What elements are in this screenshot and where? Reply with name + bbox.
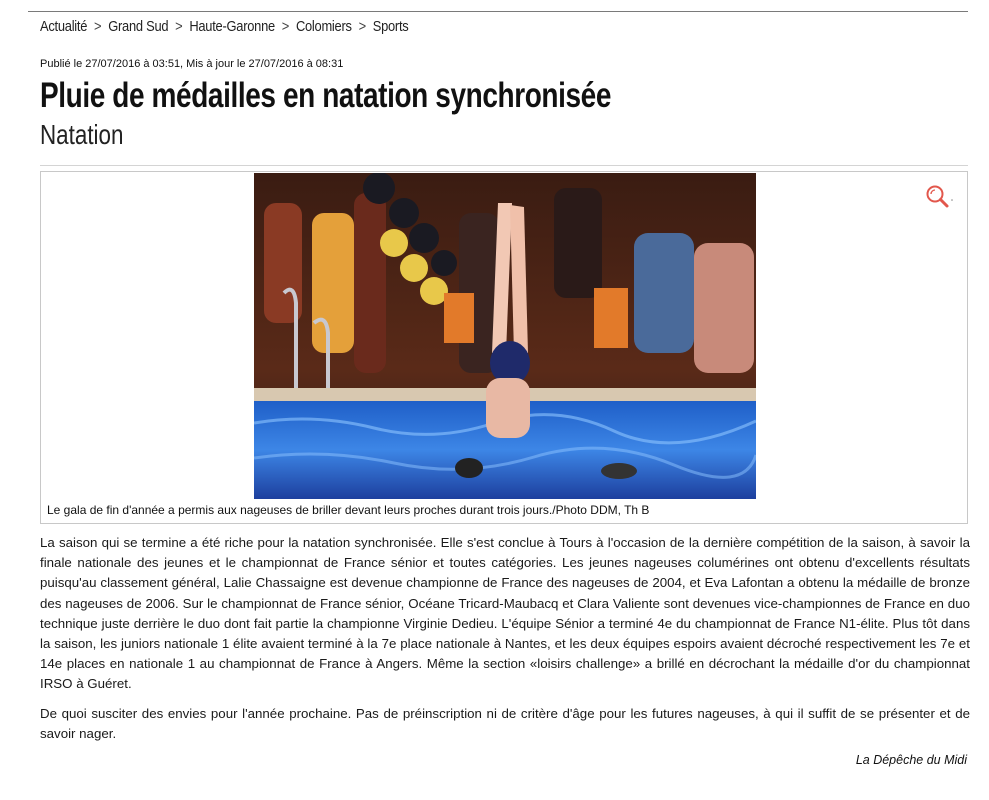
zoom-button[interactable] (925, 184, 955, 212)
article-title: Pluie de médailles en natation synchronisée (40, 76, 611, 115)
top-divider (28, 11, 968, 12)
article-paragraph: La saison qui se termine a été riche pour la natation synchronisée. Elle s'est conclue à Tours à l'occasion de la dernière compétition de la saison, à savoir la finale nationale des jeunes et le championnat de France sénior et toutes catégories. Les jeunes nageuses columérines ont obtenu d'excellents résultats puisqu'au classement général, Lalie Chassaigne est devenue championne de France des nageuses de 2004, et Eva Lafontan a obtenu la médaille de bronze des nageuses de 2006. Sur le championnat de France sénior, Océane Tricard-Maubacq et Clara Valiente sont devenues vice-championnes de France en duo technique juste derrière le duo dont fait partie la championne Virginie Dedieu. L'équipe Sénior a terminé 4e du championnat de France N1-élite. Plus tôt dans la saison, les juniors nationale 1 élite avaient terminé à la 7e place nationale à Nantes, et les deux équipes espoirs avaient décroché respectivement les 7e et 14e places en nationale 1 au championnat de France à Angers. Même la section «loisirs challenge» a brillé en décrochant la médaille d'or du championnat IRSO à Guéret. (40, 535, 970, 692)
breadcrumb-separator: > (94, 18, 102, 35)
photo-illustration (254, 173, 756, 499)
header-divider (40, 165, 968, 166)
zoom-magnifier-icon (925, 184, 955, 212)
breadcrumb-haute-garonne[interactable]: Haute-Garonne (189, 18, 275, 35)
breadcrumb-separator: > (175, 18, 183, 35)
article-paragraph: De quoi susciter des envies pour l'année prochaine. Pas de préinscription ni de critère d'âge pour les futures nageuses, à qui il suffit de se présenter et de savoir nager. (40, 705, 970, 741)
article-body (40, 533, 970, 753)
breadcrumb-actualite[interactable]: Actualité (40, 18, 88, 35)
breadcrumb-separator: > (358, 18, 366, 35)
article-photo[interactable] (254, 173, 756, 499)
breadcrumb-sports[interactable]: Sports (372, 18, 409, 35)
article-section: Natation (40, 119, 124, 150)
photo-caption: Le gala de fin d'année a permis aux nageuses de briller devant leurs proches durant trois jours./Photo DDM, Th B (47, 503, 650, 517)
publish-date: Publié le 27/07/2016 à 03:51, Mis à jour le 27/07/2016 à 08:31 (40, 58, 344, 70)
breadcrumb-grand-sud[interactable]: Grand Sud (108, 18, 169, 35)
breadcrumb (40, 18, 408, 35)
breadcrumb-colomiers[interactable]: Colomiers (295, 18, 352, 35)
article-source: La Dépêche du Midi (855, 753, 967, 767)
breadcrumb-separator: > (281, 18, 290, 35)
article-figure (40, 171, 968, 524)
